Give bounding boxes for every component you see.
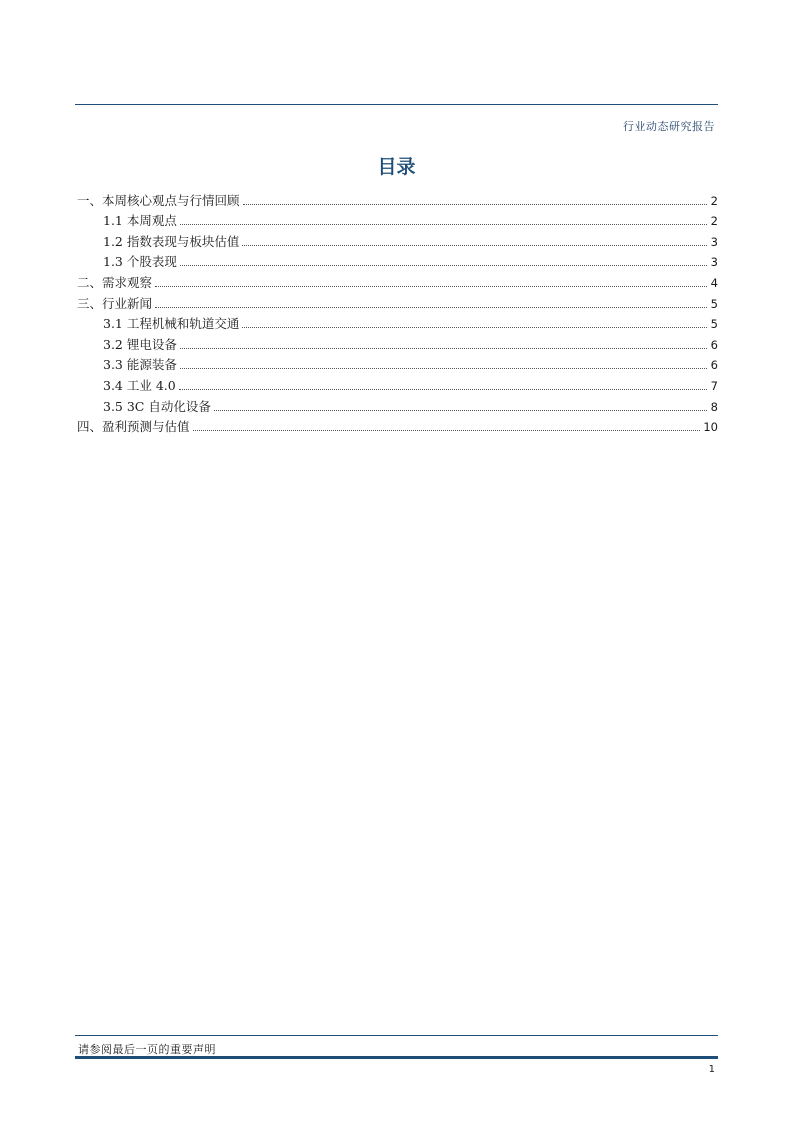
toc-dot-leader (179, 389, 707, 390)
toc-entry[interactable] (77, 333, 718, 354)
toc-entry-page: 6 (710, 358, 718, 373)
toc-entry-label: 3.2 锂电设备 (103, 336, 177, 352)
toc-entry-label: 3.3 能源装备 (103, 357, 177, 373)
toc-entry-label: 3.5 3C 自动化设备 (103, 398, 211, 414)
toc-entry-page: 3 (710, 234, 718, 249)
toc-entry-label: 3.1 工程机械和轨道交通 (103, 316, 240, 332)
toc-title: 目录 (377, 156, 416, 178)
toc-dot-leader (180, 224, 707, 225)
toc-entry-page: 8 (710, 399, 718, 414)
toc-entry-page: 5 (710, 317, 718, 332)
toc-entry-label: 四、盈利预测与估值 (77, 419, 190, 435)
toc-entry-page: 6 (710, 337, 718, 352)
toc-entry-label: 1.3 个股表现 (103, 254, 177, 270)
toc-entry[interactable] (77, 210, 718, 231)
toc-entry-page: 7 (710, 378, 718, 393)
toc-dot-leader (193, 430, 701, 431)
toc-dot-leader (155, 286, 707, 287)
toc-entry[interactable] (77, 230, 718, 251)
toc-entry-page: 5 (710, 296, 718, 311)
page-number: 1 (708, 1064, 715, 1075)
toc-entry[interactable] (77, 251, 718, 272)
report-type-label: 行业动态研究报告 (623, 120, 715, 133)
toc-entry-label: 1.2 指数表现与板块估值 (103, 233, 240, 249)
toc-dot-leader (180, 368, 707, 369)
toc-dot-leader (242, 245, 707, 246)
toc-entry[interactable] (77, 374, 718, 395)
toc-entry-label: 一、本周核心观点与行情回顾 (77, 192, 240, 208)
header-rule (75, 104, 718, 105)
footer-rule-thick (75, 1056, 718, 1059)
toc-dot-leader (180, 265, 707, 266)
toc-entry[interactable] (77, 416, 718, 437)
toc-dot-leader (242, 327, 707, 328)
toc-entry-page: 4 (710, 275, 718, 290)
toc-entry-label: 1.1 本周观点 (103, 213, 177, 229)
toc-entry[interactable] (77, 313, 718, 334)
toc-entry-label: 三、行业新闻 (77, 295, 153, 311)
toc-entry-label: 二、需求观察 (77, 274, 153, 290)
toc-entry-page: 3 (710, 255, 718, 270)
toc-entry-page: 2 (710, 214, 718, 229)
table-of-contents (77, 189, 718, 436)
toc-entry[interactable] (77, 189, 718, 210)
toc-entry-label: 3.4 工业 4.0 (103, 377, 176, 393)
toc-dot-leader (243, 204, 707, 205)
toc-entry-page: 10 (703, 420, 718, 435)
toc-dot-leader (180, 348, 707, 349)
toc-entry-page: 2 (710, 193, 718, 208)
toc-entry[interactable] (77, 354, 718, 375)
footer-disclaimer: 请参阅最后一页的重要声明 (78, 1043, 216, 1056)
toc-dot-leader (214, 410, 707, 411)
toc-dot-leader (155, 307, 707, 308)
toc-entry[interactable] (77, 395, 718, 416)
footer-rule-thin (75, 1035, 718, 1036)
toc-entry[interactable] (77, 271, 718, 292)
toc-entry[interactable] (77, 292, 718, 313)
